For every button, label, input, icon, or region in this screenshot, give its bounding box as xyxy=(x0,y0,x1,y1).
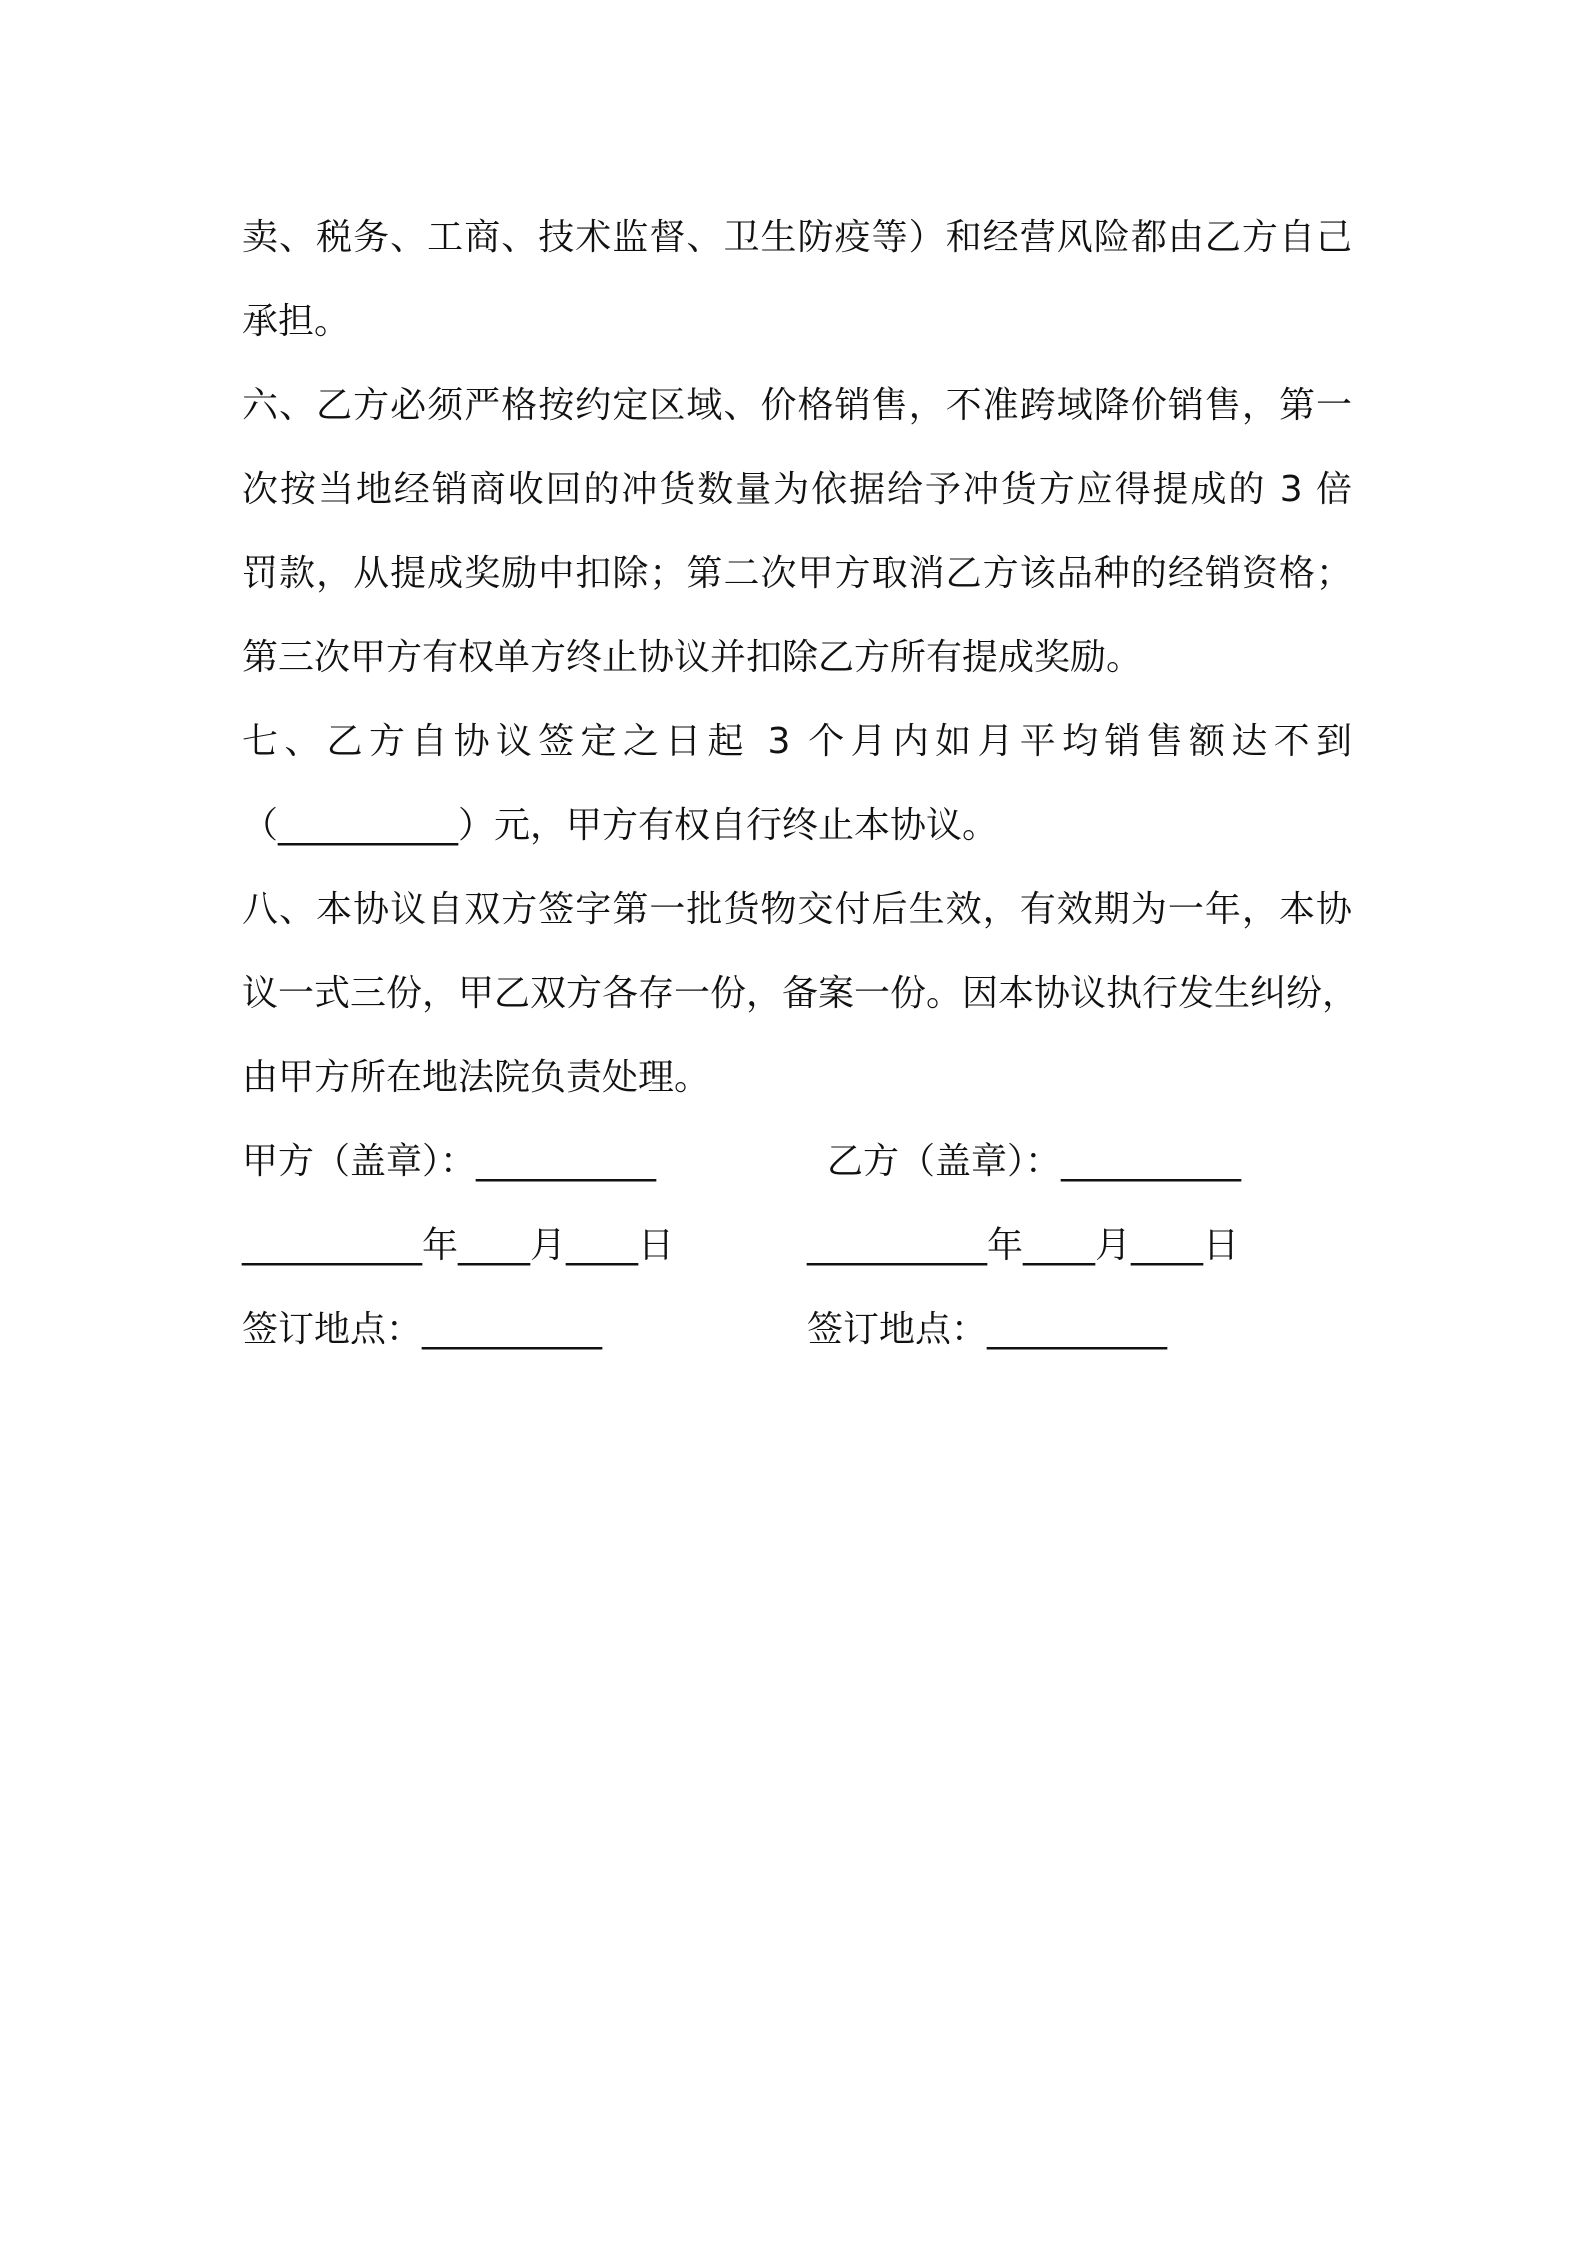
seal-row xyxy=(242,1120,1352,1204)
place-row xyxy=(242,1288,1352,1372)
paragraph-line: 八、本协议自双方签字第一批货物交付后生效，有效期为一年，本协 xyxy=(242,889,1352,930)
paragraph-line: 六、乙方必须严格按约定区域、价格销售，不准跨域降价销售，第一 xyxy=(242,385,1352,426)
party-a-date: __________年____月____日 xyxy=(242,1225,674,1266)
party-a-seal: 甲方（盖章）：__________ xyxy=(242,1141,657,1182)
paragraph-line: （__________）元，甲方有权自行终止本协议。 xyxy=(242,805,999,846)
paragraph-line: 第三次甲方有权单方终止协议并扣除乙方所有提成奖励。 xyxy=(242,637,1143,678)
paragraph-line: 卖、税务、工商、技术监督、卫生防疫等）和经营风险都由乙方自己 xyxy=(242,217,1352,258)
signature-block xyxy=(242,1120,1352,1372)
paragraph-line: 罚款，从提成奖励中扣除；第二次甲方取消乙方该品种的经销资格； xyxy=(242,553,1352,594)
paragraph-line: 承担。 xyxy=(242,301,351,342)
date-row xyxy=(242,1204,1352,1288)
paragraph-line: 议一式三份，甲乙双方各存一份，备案一份。因本协议执行发生纠纷， xyxy=(242,973,1359,1014)
paragraph-line: 由甲方所在地法院负责处理。 xyxy=(242,1057,711,1098)
document-body xyxy=(242,196,1359,1372)
party-b-seal: 乙方（盖章）：__________ xyxy=(827,1141,1242,1182)
paragraph-line: 七、乙方自协议签定之日起 3 个月内如月平均销售额达不到 xyxy=(242,721,1352,762)
paragraph-line: 次按当地经销商收回的冲货数量为依据给予冲货方应得提成的 3 倍 xyxy=(242,469,1352,510)
party-b-date: __________年____月____日 xyxy=(807,1225,1239,1266)
party-b-place: 签订地点：__________ xyxy=(807,1309,1168,1350)
party-a-place: 签订地点：__________ xyxy=(242,1309,603,1350)
